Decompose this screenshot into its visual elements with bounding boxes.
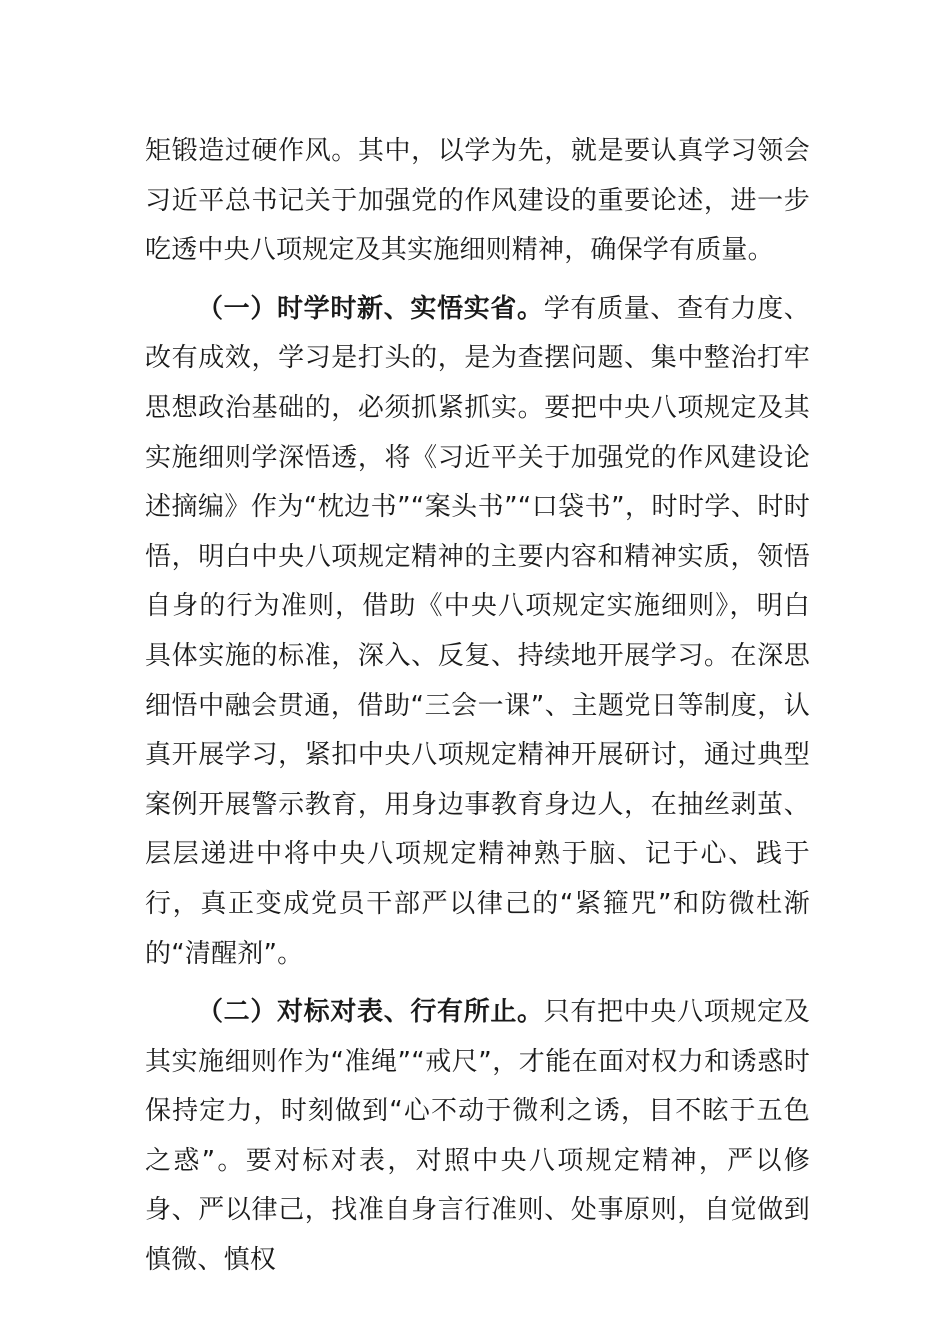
paragraph-section-one (145, 285, 810, 979)
text-column (145, 127, 810, 1286)
paragraph-continuation (145, 127, 810, 276)
paragraph-body: 矩锻造过硬作风。其中，以学为先，就是要认真学习领会习近平总书记关于加强党的作风建设的重要论述，进一步吃透中央八项规定及其实施细则精神，确保学有质量。 (145, 136, 810, 266)
paragraph-body: 学有质量、查有力度、改有成效，学习是打头的，是为查摆问题、集中整治打牢思想政治基础的，必须抓紧抓实。要把中央八项规定及其实施细则学深悟透，将《习近平关于加强党的作风建设论述摘编》作为“枕边书”“案头书”“口袋书”，时时学、时时悟，明白中央八项规定精神的主要内容和精神实质，领悟自身的行为准则，借助《中央八项规定实施细则》，明白具体实施的标准，深入、反复、持续地开展学习。在深思细悟中融会贯通，借助“三会一课”、主题党日等制度，认真开展学习，紧扣中央八项规定精神开展研讨，通过典型案例开展警示教育，用身边事教育身边人，在抽丝剥茧、层层递进中将中央八项规定精神熟于脑、记于心、践于行，真正变成党员干部严以律己的“紧箍咒”和防微杜渐的“清醒剂”。 (145, 293, 810, 969)
section-heading: （一）时学时新、实悟实省。 (197, 293, 544, 324)
paragraph-section-two (145, 988, 810, 1286)
paragraph-body: 只有把中央八项规定及其实施细则作为“准绳”“戒尺”，才能在面对权力和诱惑时保持定力，时刻做到“心不动于微利之诱，目不眩于五色之惑”。要对标对表，对照中央八项规定精神，严以修身、严以律己，找准自身言行准则、处事原则，自觉做到慎微、慎权 (145, 997, 810, 1276)
section-heading: （二）对标对表、行有所止。 (197, 997, 544, 1028)
